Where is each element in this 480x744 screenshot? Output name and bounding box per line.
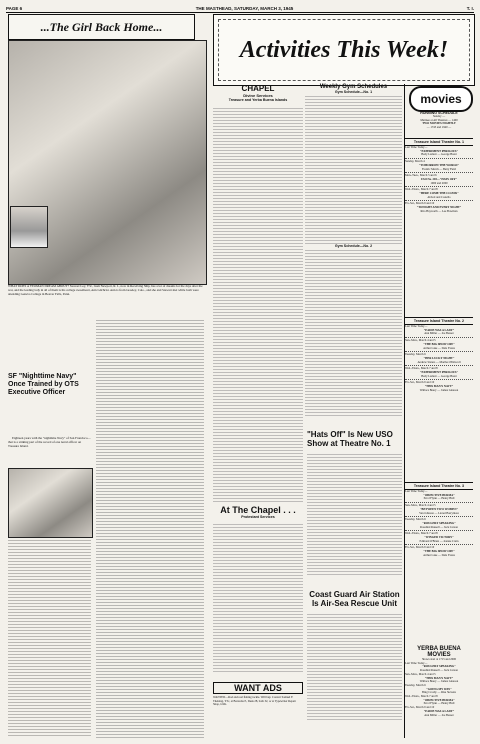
activities-heading: Activities This Week! <box>239 36 449 63</box>
film-title: "HERE COME THE CO-EDS" <box>419 191 459 196</box>
theatre-3: Treasure Island Theatre No. 3 Last Time Today— "OBJECTIVE BURMA" Errol Flynn — Henry Hull Sun.-Mon., March 4 and 5 "BETWEEN TWO WOMEN" Van Johnson — Lionel Barrymore Tuesday, March 6 "ROUGHLY SPEAKING" Rosalind Russell — Jack Carson Wed.-Thurs., March 7 and 8 "WINGED VICTORY" Edmond O'Brien — Jeanne Crain Fri.-Sat., March 9 and 10 "THE BIG SHOW OFF" Arthur Lake — Dale Evans <box>405 482 473 558</box>
officer-photo <box>8 468 93 538</box>
header-rule <box>6 12 474 13</box>
issue-tag: T. I. <box>466 5 474 11</box>
at-chapel-sub: Protestant Services <box>241 515 275 519</box>
sf-paragraph: Eighteen years with the "nighttime Navy" of San Francisco—that is a striking part of the record of one naval officer on Treasure Island. <box>8 436 91 449</box>
page-header <box>6 4 474 12</box>
story-column <box>96 318 204 738</box>
top-photo <box>8 40 207 285</box>
theatre-3-title: Treasure Island Theatre No. 3 <box>405 482 473 490</box>
film-row: Last Time Today— <box>405 145 428 149</box>
two-movies: TWO MOVIES NIGHTLY <box>422 121 456 126</box>
want-ads-title: WANT ADS <box>213 682 303 694</box>
theatre-1-title: Treasure Island Theatre No. 1 <box>405 138 473 146</box>
movie-schedule-head <box>405 111 473 130</box>
theatre-1-list <box>405 146 473 214</box>
movie-times: — 1745 and 1940 — <box>426 125 452 130</box>
page-number: PAGE 6 <box>6 5 23 11</box>
coast-guard-body <box>307 612 402 722</box>
theatre-2: Treasure Island Theatre No. 2 Last Time Today— "EADIE WAS A LADY" Ann Miller — Joe Besser Sun.-Mon., March 4 and 5 "THE BIG SHOW OFF" Arthur Lake — Dale Evans Tuesday, March 6 "HER LUCKY NIGHT" Andrew Sisters — Martha O'Driscoll Wed.-Thurs., March 7 and 8 "EXPERIMENT PERILOUS" Hedy Lamarr — George Brent Fri.-Sat., March 9 and 10 "THIS MAN'S NAVY" Wallace Beery — James Gleason <box>405 317 473 393</box>
film-row: Fri.-Sat., March 9 and 10 <box>405 201 435 206</box>
film-row: Mon.-Tues., March 5 and 6 <box>405 173 437 178</box>
at-chapel-title: At The Chapel . . . <box>220 505 296 515</box>
film-title: "EXPERIMENT PERILOUS" <box>419 148 459 153</box>
sf-column-body <box>8 538 91 738</box>
movies-logo: movies <box>409 86 473 112</box>
at-the-chapel <box>213 505 303 680</box>
yb-title: YERBA BUENA MOVIES <box>417 646 461 658</box>
film-title: USO No. 203—"HATS OFF" <box>420 176 458 181</box>
film-cast: Fredric March — Betty Field <box>422 166 456 171</box>
chapel-title: CHAPEL <box>241 84 275 93</box>
coast-guard-headline: Coast Guard Air Station Is Air-Sea Rescue Unit <box>309 590 400 608</box>
gym-1-list <box>305 94 402 244</box>
film-row: Wed.-Thurs., March 7 and 8 <box>405 187 438 192</box>
film-row: Sunday, March 4 <box>405 159 425 164</box>
film-title: "TOMORROW THE WORLD" <box>418 162 460 167</box>
film-cast: Abbott and Costello <box>427 194 451 199</box>
sf-story-title <box>8 373 91 435</box>
top-caption: WHAT DOES A YEOMAN DREAM ABOUT? Stewart Loy, Y3c, from Newport, R. I., now in Receiving Ship, has a lot of dreams for the days after the war, and the leading lady in all of them is his college sweetheart, Ann Gilchrist. Ann is from Greeley, Colo., and she and Stewart met while both were attending Geneva College in Beaver Falls, Penn. <box>8 284 203 297</box>
chapel-subtitle: Divine Services <box>243 93 273 98</box>
chapel-subtitle-2: Treasure and Yerba Buena Islands <box>228 98 288 102</box>
yb-sub: Shows start at 1715 and 2000 <box>421 657 457 661</box>
chapel-schedule <box>213 106 303 504</box>
gym-title: Weekly Gym Schedules <box>319 84 388 90</box>
running-schedule: RUNNING SCHEDULE <box>420 111 458 115</box>
activities-title <box>213 14 475 86</box>
girl-back-home-title: ...The Girl Back Home... <box>8 14 195 40</box>
gym-2-title: Gym Schedule—No. 2 <box>334 244 373 248</box>
theatre-1 <box>405 138 473 214</box>
film-title: "TONIGHT AND EVERY NIGHT" <box>416 205 462 210</box>
sf-intro <box>8 436 91 462</box>
want-ads-text: WANTED—Rod and reel fishing tackle. Will buy. Contact Samuel F. Theising, Y3c, at Barracks E, Desk 28, both 32, or at Typewriter Repair Shop, GSK. <box>213 695 296 707</box>
sunday-label: Sunday — <box>432 114 446 118</box>
want-ads <box>213 682 303 740</box>
masthead: THE MASTHEAD, SATURDAY, MARCH 3, 1945 <box>195 5 294 11</box>
gym-2-list <box>305 248 402 418</box>
hats-off-body <box>307 452 402 577</box>
film-cast: 1900 and 2000 <box>430 180 448 185</box>
film-cast: Rita Hayworth — Lee Bowman <box>420 208 458 213</box>
at-chapel-body <box>213 522 303 674</box>
film-cast: Hedy Lamarr — George Brent <box>421 152 457 157</box>
theatre-2-title: Treasure Island Theatre No. 2 <box>405 317 473 325</box>
yerba-buena-movies: YERBA BUENA MOVIES Shows start at 1715 and 2000 Last Time Today— "ROUGHLY SPEAKING" Rosalind Russell — Jack Carson Sun.-Mon., March 4 and 5 "THIS MAN'S NAVY" Wallace Beery — James Gleason Tuesday, March 6 "GOING MY WAY" Bing Crosby — Rise Stevens Wed.-Thurs., March 7 and 8 "OBJECTIVE BURMA" Errol Flynn — Henry Hull Fri.-Sat., March 9 and 10 "EADIE WAS A LADY" Ann Miller — Joe Besser <box>405 646 473 717</box>
gym-schedule <box>305 84 402 429</box>
chapel-section <box>213 84 303 504</box>
coast-guard-story <box>307 590 402 740</box>
gym-1-title: Gym Schedule—No. 1 <box>334 90 373 94</box>
matinee-label: Matinee at All Theatres — 1400 <box>420 117 458 122</box>
hats-off-headline: "Hats Off" Is New USO Show at Theatre No. 1 <box>307 430 393 448</box>
inset-photo <box>10 206 48 248</box>
sf-headline: SF "Nighttime Navy" Once Trained by OTS Executive Officer <box>8 373 79 396</box>
